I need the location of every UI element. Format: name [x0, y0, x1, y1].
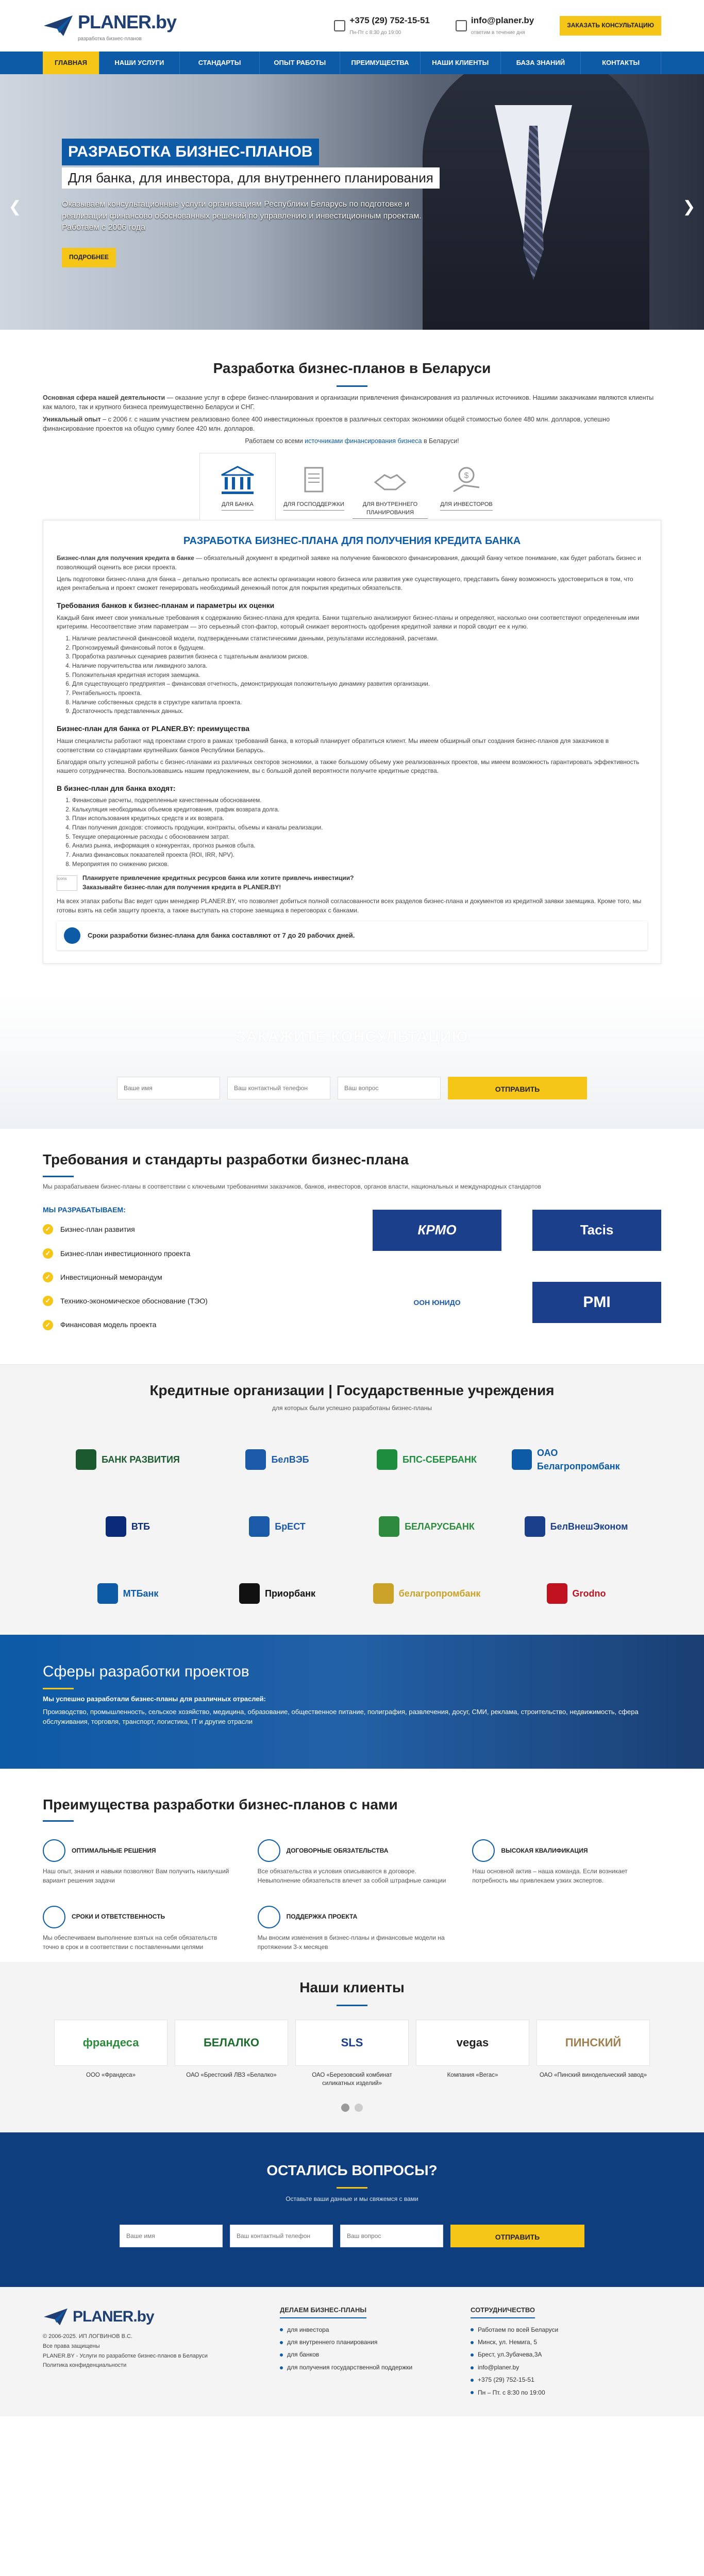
- bank-name: БелВнешЭконом: [550, 1521, 628, 1532]
- tab-panel-bank: [43, 520, 661, 964]
- advantage-icon: [43, 1906, 65, 1928]
- clients-section: [0, 1962, 704, 2132]
- intro-paragraph-2: Уникальный опыт – с 2006 г. с нашим участием реализовано более 400 инвестиционных проектов в различных секторах экономики общей стоимостью более 480 млн. долларов, успешно финансирование проектов на общую сумму более 420 млн. долларов.: [43, 415, 610, 432]
- banks-section: [0, 1364, 704, 1635]
- hero-title: РАЗРАБОТКА БИЗНЕС-ПЛАНОВ: [62, 139, 319, 165]
- advantages-section: [0, 1769, 704, 1962]
- tab-label: ДЛЯ ГОСПОДДЕРЖКИ: [283, 501, 344, 511]
- tab-label: ДЛЯ БАНКА: [222, 501, 254, 511]
- advantage-icon: [43, 1839, 65, 1862]
- bank-logo: [512, 1434, 641, 1485]
- list-item: 7. Рентабельность проекта.: [72, 689, 647, 698]
- advantage-text: Наш основной актив – наша команда. Если возникает потребность мы привлекаем узких экспертов.: [472, 1868, 628, 1884]
- advantage-title: СРОКИ И ОТВЕТСТВЕННОСТЬ: [72, 1913, 165, 1921]
- questions-title: ОСТАЛИСЬ ВОПРОСЫ?: [266, 2162, 438, 2178]
- tab-label: ДЛЯ ВНУТРЕННЕГО ПЛАНИРОВАНИЯ: [353, 501, 428, 519]
- client-name: ОАО «Пинский винодельческий завод»: [539, 2072, 647, 2078]
- advantage-title: ДОГОВОРНЫЕ ОБЯЗАТЕЛЬСТВА: [286, 1846, 389, 1854]
- advantage-item: [472, 1839, 661, 1885]
- list-item: 6. Для существующего предприятия – финансовая отчетность, демонстрирующая положительную динамику развития организации.: [72, 680, 647, 689]
- advantage-title: ПОДДЕРЖКА ПРОЕКТА: [286, 1913, 358, 1921]
- bank-logo: [63, 1501, 192, 1552]
- nav-item[interactable]: НАШИ УСЛУГИ: [99, 52, 180, 74]
- footer-link[interactable]: [471, 2350, 635, 2359]
- client-logo: ПИНСКИЙ: [537, 2020, 650, 2066]
- footer-link-label: для инвестора: [287, 2326, 329, 2333]
- bank-name: БЕЛАРУСБАНК: [405, 1521, 475, 1532]
- check-icon: ✓: [43, 1224, 53, 1234]
- client-logo: vegas: [416, 2020, 529, 2066]
- footer-link[interactable]: [471, 2326, 635, 2334]
- list-item: 1. Наличие реалистичной финансовой модели, подтвержденными статистическими данными, результатами исследований, расчетами.: [72, 635, 647, 643]
- header-phone[interactable]: [334, 14, 429, 37]
- nav-item[interactable]: СТАНДАРТЫ: [180, 52, 260, 74]
- advantage-item: [258, 1839, 447, 1885]
- bank-mark-icon: [245, 1449, 266, 1470]
- spheres-lead: Мы успешно разработали бизнес-планы для различных отраслей:: [43, 1695, 266, 1703]
- copyright: © 2006-2025. ИП ЛОГВИНОВ В.С.: [43, 2333, 133, 2340]
- svg-text:$: $: [464, 471, 469, 481]
- header-email[interactable]: [456, 14, 534, 37]
- bank-name: МТБанк: [123, 1588, 159, 1599]
- footer-link-label: Работаем по всей Беларуси: [478, 2326, 559, 2333]
- consult-form: [0, 1077, 704, 1099]
- check-icon: ✓: [43, 1248, 53, 1259]
- client-card[interactable]: [295, 2020, 409, 2088]
- hero-subtitle: Для банка, для инвестора, для внутреннего планирования: [62, 167, 440, 189]
- spheres-title: Сферы разработки проектов: [43, 1663, 249, 1680]
- site-footer: [0, 2287, 704, 2416]
- footer-link-label: для внутреннего планирования: [287, 2338, 378, 2346]
- bank-name: ВТБ: [131, 1521, 150, 1532]
- questions-subtitle: Оставьте ваши данные и мы свяжемся с вами: [286, 2195, 418, 2203]
- bullet-icon: [280, 2341, 283, 2344]
- questions-section: [0, 2132, 704, 2287]
- advantage-title: ОПТИМАЛЬНЫЕ РЕШЕНИЯ: [72, 1846, 156, 1854]
- bullet-icon: [280, 2366, 283, 2369]
- nav-item[interactable]: НАШИ КЛИЕНТЫ: [421, 52, 501, 74]
- bullet-icon: [280, 2353, 283, 2357]
- standard-item: [43, 1248, 352, 1259]
- panel-paragraph: Бизнес-план для получения кредита в банке — обязательный документ в кредитной заявке на получение банковского финансирования, дающий банку четкое понимание, как будет работать бизнес и позволяющий оценить все риски проекта.: [57, 554, 641, 571]
- service-tabs: [43, 453, 661, 520]
- standard-label: Финансовая модель проекта: [60, 1320, 157, 1329]
- standard-item: [43, 1272, 352, 1282]
- advantage-text: Наш опыт, знания и навыки позволяют Вам получить наилучший вариант решения задачи: [43, 1868, 229, 1884]
- panel-heading: Бизнес-план для банка от PLANER.BY: преимущества: [57, 724, 250, 733]
- standard-item: [43, 1319, 352, 1330]
- bank-logo: [213, 1501, 342, 1552]
- footer-link-label: +375 (29) 752-15-51: [478, 2376, 534, 2384]
- consult-title: ЗАКАЖИТЕ КОНСУЛЬТАЦИЮ: [236, 1028, 468, 1045]
- bank-name: Приорбанк: [265, 1588, 315, 1599]
- bank-name: Grodno: [572, 1588, 606, 1599]
- terms-text: Сроки разработки бизнес-плана для банка составляют от 7 до 20 рабочих дней.: [88, 931, 355, 939]
- bank-name: ОАО Белагропромбанк: [537, 1447, 620, 1471]
- standards-section: [0, 1129, 704, 1364]
- footer-link-label: для банков: [287, 2351, 320, 2359]
- list-item: 4. План получения доходов: стоимость продукции, контракты, объемы и каналы реализации.: [72, 824, 647, 833]
- cta-line-2: Заказывайте бизнес-план для получения кредита в PLANER.BY!: [82, 883, 281, 891]
- advantage-icon: [258, 1906, 280, 1928]
- list-item: 3. План использования кредитных средств и их возврата.: [72, 815, 647, 823]
- bullet-icon: [471, 2379, 474, 2382]
- bank-logo: [362, 1434, 491, 1485]
- send-button[interactable]: ОТПРАВИТЬ: [448, 1077, 587, 1099]
- intro-paragraph-3: Работаем со всеми источниками финансирования бизнеса в Беларуси!: [245, 437, 459, 445]
- bank-logo: [362, 1501, 491, 1552]
- standard-label: Технико-экономическое обоснование (ТЭО): [60, 1297, 208, 1306]
- check-icon: ✓: [43, 1296, 53, 1306]
- client-card[interactable]: [54, 2020, 167, 2088]
- bullet-icon: [280, 2328, 283, 2331]
- tab-bank[interactable]: [199, 453, 276, 520]
- list-item: 1. Финансовые расчеты, подкрепленные качественным обоснованием.: [72, 796, 647, 805]
- bank-mark-icon: [373, 1583, 394, 1604]
- footer-link-label: для получения государственной поддержки: [287, 2363, 413, 2371]
- bank-logo: [63, 1568, 192, 1619]
- footer-link-label: Минск, ул. Немига, 5: [478, 2338, 538, 2346]
- phone-hours: Пн-Пт с 8:30 до 19:00: [349, 29, 401, 36]
- bank-logo: [512, 1501, 641, 1552]
- hero-text: Оказываем консультационные услуги организациям Республики Беларусь по подготовке и реализации финансово обоснованных решений по управлению и инвестиционным проектам. Работаем с 2006 года: [62, 200, 422, 232]
- bank-logo: [213, 1568, 342, 1619]
- main-nav: [0, 52, 704, 74]
- footer-desc: PLANER.BY - Услуги по разработке бизнес-планов в Беларуси: [43, 2352, 208, 2359]
- client-logo: БЕЛАЛКО: [175, 2020, 288, 2066]
- footer-col-title: СОТРУДНИЧЕСТВО: [471, 2306, 535, 2318]
- list-item: 5. Положительная кредитная история заемщика.: [72, 671, 647, 680]
- advantage-item: [43, 1906, 232, 1952]
- bank-mark-icon: [97, 1583, 118, 1604]
- slider-dot[interactable]: [341, 2104, 349, 2112]
- footer-link[interactable]: [471, 2388, 635, 2397]
- footer-link[interactable]: [471, 2376, 635, 2384]
- client-card[interactable]: [175, 2020, 288, 2088]
- advantage-item: [43, 1839, 232, 1885]
- privacy-policy-link[interactable]: Политика конфиденциальности: [43, 2362, 127, 2369]
- list-item: 6. Анализ рынка, информация о конкурентах, прогноз рынков сбыта.: [72, 842, 647, 851]
- slider-prev-icon[interactable]: ❮: [8, 198, 22, 215]
- bank-name: БАНК РАЗВИТИЯ: [102, 1454, 180, 1465]
- bullet-icon: [471, 2328, 474, 2331]
- footer-link-label: info@planer.by: [478, 2363, 519, 2371]
- nav-item[interactable]: КОНТАКТЫ: [581, 52, 661, 74]
- bank-icon: [220, 465, 256, 496]
- list-item: 3. Проработка различных сценариев развития бизнеса с тщательным анализом рисков.: [72, 653, 647, 662]
- logo-pmi: PMI: [532, 1282, 661, 1323]
- advantage-text: Мы обеспечиваем выполнение взятых на себя обязательств точно в срок и в соответствии с поставленными целями: [43, 1934, 217, 1951]
- spheres-text: Производство, промышленность, сельское хозяйство, медицина, образование, общественное питание, полиграфия, развлечения, досуг, СМИ, реклама, строительство, недвижимость, сфера обслуживания, торговля, транспорт, логистика, IT и другие отрасли: [43, 1708, 639, 1725]
- bank-name: БелВЭБ: [271, 1454, 309, 1465]
- panel-heading: В бизнес-план для банка входят:: [57, 784, 176, 792]
- footer-link[interactable]: [471, 2338, 635, 2347]
- footer-link[interactable]: [280, 2363, 450, 2372]
- standards-label: МЫ РАЗРАБАТЫВАЕМ:: [43, 1205, 126, 1214]
- logo-tacis: Tacis: [532, 1210, 661, 1251]
- bullet-icon: [471, 2366, 474, 2369]
- bank-mark-icon: [512, 1449, 532, 1470]
- site-header: [0, 0, 704, 52]
- name-input[interactable]: [120, 2225, 223, 2247]
- bullet-icon: [471, 2353, 474, 2357]
- bank-logo: [213, 1434, 342, 1485]
- bank-mark-icon: [525, 1516, 545, 1537]
- list-item: 7. Анализ финансовых показателей проекта (ROI, IRR, NPV).: [72, 851, 647, 860]
- banks-subtitle: для которых были успешно разработаны бизнес-планы: [272, 1404, 432, 1412]
- phone-number: +375 (29) 752-15-51: [349, 15, 430, 26]
- advantages-title: Преимущества разработки бизнес-планов с нами: [43, 1796, 398, 1812]
- list-item: 8. Наличие собственных средств в структуре капитала проекта.: [72, 699, 647, 707]
- panel-paragraph: Каждый банк имеет свои уникальные требования к содержанию бизнес-плана для кредита. Банки тщательно анализируют бизнес-планы и определяют, насколько они соответствуют определенным ими критериям. Несоответствие этим параметрам — это серьезный стоп-фактор, который снижает вероятность одобрения кредитной заявки и порой сводит ее к нулю.: [57, 614, 640, 631]
- advantage-title: ВЫСОКАЯ КВАЛИФИКАЦИЯ: [501, 1846, 588, 1854]
- hero-more-button[interactable]: ПОДРОБНЕЕ: [62, 248, 116, 267]
- logo-subtitle: разработка бизнес-планов: [78, 36, 142, 42]
- footer-link[interactable]: [280, 2350, 450, 2359]
- client-logo: SLS: [295, 2020, 409, 2066]
- phone-input[interactable]: [230, 2225, 333, 2247]
- client-card[interactable]: [537, 2020, 650, 2088]
- question-input[interactable]: [338, 1077, 441, 1099]
- money-icon: [448, 465, 484, 496]
- bank-mark-icon: [377, 1449, 397, 1470]
- bank-name: белагропромбанк: [398, 1588, 481, 1599]
- panel-paragraph: На всех этапах работы Вас ведет один менеджер PLANER.BY, что позволяет добиться полной согласованности всех разделов бизнес-плана и документов из кредитной заявки заемщика. Кроме того, мы готовы взять на себя защиту проекта, а также выступать на стороне заемщика в переговорах с банками.: [57, 897, 642, 914]
- questions-form: [0, 2225, 704, 2247]
- list-item: 5. Текущие операционные расходы с обоснованием затрат.: [72, 833, 647, 842]
- client-name: ОАО «Брестский ЛВЗ «Белалко»: [186, 2072, 277, 2078]
- nav-item[interactable]: ГЛАВНАЯ: [43, 52, 99, 74]
- standard-label: Бизнес-план развития: [60, 1225, 135, 1234]
- standard-item: [43, 1296, 352, 1306]
- panel-cta: [57, 874, 647, 892]
- requirements-list: [57, 635, 647, 716]
- standards-desc: Мы разрабатываем бизнес-планы в соответствии с ключевыми требованиями заказчиков, банков, инвесторов, органов власти, национальных и международных стандартов: [43, 1182, 541, 1190]
- tab-investors[interactable]: [428, 453, 505, 520]
- list-item: 8. Мероприятия по снижению рисков.: [72, 860, 647, 869]
- slider-dot[interactable]: [355, 2104, 363, 2112]
- panel-title: РАЗРАБОТКА БИЗНЕС-ПЛАНА ДЛЯ ПОЛУЧЕНИЯ КРЕДИТА БАНКА: [183, 535, 521, 547]
- terms-note: [57, 921, 647, 950]
- client-logo: франдеса: [54, 2020, 167, 2066]
- spheres-section: [0, 1635, 704, 1769]
- panel-heading: Требования банков к бизнес-планам и параметры их оценки: [57, 601, 275, 609]
- advantage-icon: [258, 1839, 280, 1862]
- standard-label: Инвестиционный меморандум: [60, 1273, 162, 1281]
- name-input[interactable]: [117, 1077, 220, 1099]
- bank-logo: [512, 1568, 641, 1619]
- bank-logo: [63, 1434, 192, 1485]
- paper-plane-icon: [43, 2308, 69, 2326]
- hero-slider: [0, 74, 704, 330]
- bank-logo: [362, 1568, 491, 1619]
- mail-icon: [456, 20, 467, 31]
- bank-name: БрЕСТ: [275, 1521, 306, 1532]
- order-consultation-button[interactable]: ЗАКАЗАТЬ КОНСУЛЬТАЦИЮ: [560, 16, 661, 35]
- bullet-icon: [471, 2341, 474, 2344]
- slider-next-icon[interactable]: ❯: [682, 198, 696, 215]
- logo-krmo: КРМО: [373, 1210, 501, 1251]
- footer-col-title: ДЕЛАЕМ БИЗНЕС-ПЛАНЫ: [280, 2306, 366, 2318]
- plan-contents-list: [57, 796, 647, 869]
- list-item: 2. Калькуляция необходимых объемов кредитования, график возврата долга.: [72, 806, 647, 815]
- list-item: 2. Прогнозируемый финансовый поток в будущем.: [72, 644, 647, 653]
- bullet-icon: [471, 2391, 474, 2394]
- bank-mark-icon: [76, 1449, 96, 1470]
- email-address: info@planer.by: [471, 15, 534, 26]
- intro-paragraph-1: Основная сфера нашей деятельности — оказание услуг в сфере бизнес-планирования и организации привлечения финансирования из различных источников. Нашими заказчиками являются клиенты как малого, так и крупного бизнеса преимущественно Беларуси и СНГ.: [43, 394, 654, 411]
- bank-mark-icon: [239, 1583, 260, 1604]
- list-item: 9. Достаточность представленных данных.: [72, 707, 647, 716]
- advantage-icon: [472, 1839, 495, 1862]
- check-icon: ✓: [43, 1272, 53, 1282]
- email-note: ответим в течение дня: [471, 29, 525, 36]
- advantage-text: Мы вносим изменения в бизнес-планы и финансовые модели на протяжении 3-х месяцев: [257, 1934, 445, 1951]
- divider: [337, 385, 367, 387]
- check-icon: ✓: [43, 1320, 53, 1330]
- logo-name: PLANER.by: [78, 11, 177, 32]
- bank-name: БПС-СБЕРБАНК: [402, 1454, 477, 1465]
- send-button[interactable]: ОТПРАВИТЬ: [450, 2225, 584, 2247]
- client-card[interactable]: [416, 2020, 529, 2088]
- nav-item[interactable]: БАЗА ЗНАНИЙ: [501, 52, 581, 74]
- cta-line-1: Планируете привлечение кредитных ресурсов банка или хотите привлечь инвестиции?: [82, 874, 354, 882]
- advantage-item: [258, 1906, 447, 1952]
- footer-logo[interactable]: PLANER.by: [43, 2306, 259, 2328]
- list-item: 4. Наличие поручительства или ликвидного залога.: [72, 662, 647, 671]
- phone-icon: [334, 20, 345, 31]
- client-name: ООО «Франдеса»: [86, 2072, 136, 2078]
- advantage-text: Все обязательства и условия описываются в договоре. Невыполнение обязательств влечет за собой штрафные санкции: [257, 1868, 446, 1884]
- client-name: ОАО «Березовский комбинат силикатных изделий»: [312, 2072, 392, 2087]
- bank-mark-icon: [379, 1516, 399, 1537]
- nav-item[interactable]: ОПЫТ РАБОТЫ: [260, 52, 340, 74]
- tab-state-support[interactable]: [276, 453, 352, 520]
- rights: Все права защищены: [43, 2343, 100, 2350]
- panel-paragraph: Наши специалисты работают над проектами строго в рамках требований банка, в который планирует обратиться клиент. Мы имеем обширный опыт создания бизнес-планов для заказчиков в соответствии со стандартами крупнейших банков Республики Беларусь.: [57, 737, 609, 754]
- client-name: Компания «Вегас»: [447, 2072, 498, 2078]
- footer-link[interactable]: [280, 2326, 450, 2334]
- tab-label: ДЛЯ ИНВЕСТОРОВ: [440, 501, 493, 511]
- clock-icon: [64, 927, 80, 944]
- logo-unido: ООН ЮНИДО: [413, 1298, 461, 1307]
- question-input[interactable]: [340, 2225, 443, 2247]
- panel-paragraph: Цель подготовки бизнес-плана для банка – детально прописать все аспекты организации нового бизнеса или развития уже существующего, представить банку возможность удостовериться в том, что идея рентабельна и проект сможет генерировать необходимый денежный поток для покрытия кредитных обязательств.: [57, 575, 633, 592]
- clients-title: Наши клиенты: [299, 1979, 405, 1995]
- bank-mark-icon: [249, 1516, 270, 1537]
- footer-link-label: Пн – Пт. с 8:30 по 19:00: [478, 2388, 545, 2396]
- cta-image: icons: [57, 875, 77, 891]
- financing-sources-link[interactable]: источниками финансирования бизнеса: [305, 437, 422, 445]
- tab-internal-planning[interactable]: [352, 453, 428, 520]
- slider-dots: [43, 2104, 661, 2112]
- logo[interactable]: [43, 9, 176, 43]
- document-icon: [296, 465, 332, 496]
- footer-link[interactable]: [471, 2363, 635, 2372]
- banks-title: Кредитные организации | Государственные учреждения: [149, 1382, 555, 1398]
- standard-label: Бизнес-план инвестиционного проекта: [60, 1249, 191, 1258]
- panel-paragraph: Благодаря опыту успешной работы с бизнес-планами из различных секторов экономики, а также большому объему уже реализованных проектов, мы имеем возможность гарантировать эффективность нашего сотрудничества. Воспользовавшись нашим предложением, вы с большой долей вероятности получите кредитные средства.: [57, 758, 640, 775]
- paper-plane-icon: [43, 14, 74, 37]
- intro-title: Разработка бизнес-планов в Беларуси: [213, 360, 491, 376]
- consultation-section: [0, 995, 704, 1129]
- handshake-icon: [372, 465, 408, 496]
- bank-mark-icon: [106, 1516, 126, 1537]
- standards-title: Требования и стандарты разработки бизнес-плана: [43, 1151, 409, 1167]
- standard-item: [43, 1224, 352, 1234]
- bank-mark-icon: [547, 1583, 567, 1604]
- phone-input[interactable]: [227, 1077, 330, 1099]
- footer-link-label: Брест, ул.Зубачева,3А: [478, 2351, 542, 2359]
- footer-link[interactable]: [280, 2338, 450, 2347]
- nav-item[interactable]: ПРЕИМУЩЕСТВА: [340, 52, 421, 74]
